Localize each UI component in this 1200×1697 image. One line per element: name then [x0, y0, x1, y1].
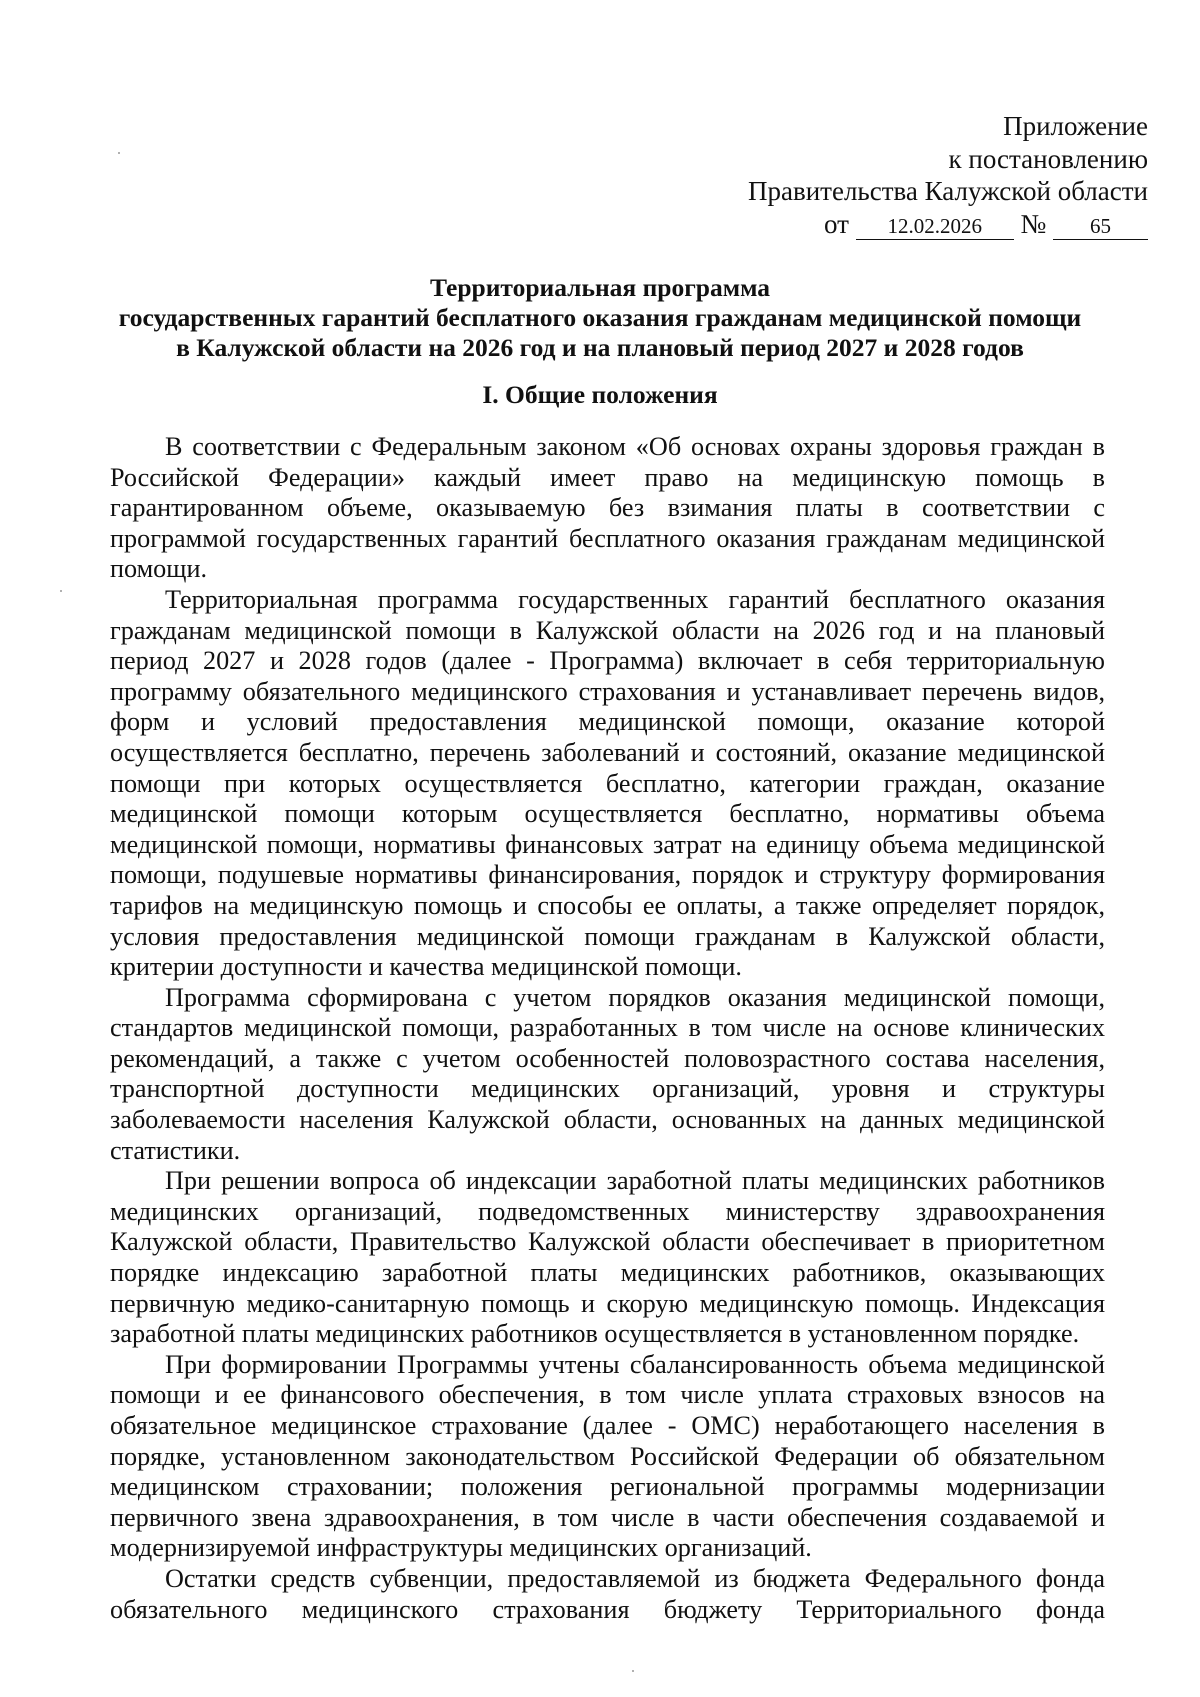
approval-line-2: к постановлению: [948, 143, 1148, 174]
approval-block: [588, 110, 1148, 240]
scan-speck: [118, 152, 120, 154]
paragraph-5: При формировании Программы учтены сбалансированность объема медицинской помощи и ее финансового обеспечения, в том числе уплата страховых взносов на обязательное медицинское страхование (далее - ОМС) неработающего населения в порядке, установленном законодательством Российской Федерации об обязательном медицинском страховании; положения региональной программы модернизации первичного звена здравоохранения, в том числе в части обеспечения создаваемой и модернизируемой инфраструктуры медицинских организаций.: [110, 1349, 1105, 1563]
title-line-2: государственных гарантий бесплатного оказания гражданам медицинской помощи: [118, 303, 1082, 332]
approval-date: 12.02.2026: [856, 213, 1014, 240]
paragraph-1: В соответствии с Федеральным законом «Об основах охраны здоровья граждан в Российской Федерации» каждый имеет право на медицинскую помощь в гарантированном объеме, оказываемую без взимания платы в соответствии с программой государственных гарантий бесплатного оказания гражданам медицинской помощи.: [110, 432, 1105, 584]
approval-number: 65: [1053, 213, 1148, 240]
scan-speck: [632, 1670, 634, 1672]
paragraph-3: Программа сформирована с учетом порядков оказания медицинской помощи, стандартов медицинской помощи, разработанных в том числе на основе клинических рекомендаций, а также с учетом особенностей половозрастного состава населения, транспортной доступности медицинских организаций, уровня и структуры заболеваемости населения Калужской области, основанных на данных медицинской статистики.: [110, 982, 1105, 1165]
section-heading: I. Общие положения: [482, 380, 718, 409]
title-line-1: Территориальная программа: [429, 273, 771, 302]
paragraph-2: Территориальная программа государственных гарантий бесплатного оказания гражданам медицинской помощи в Калужской области на 2026 год и на плановый период 2027 и 2028 годов (далее - Программа) включает в себя территориальную программу обязательного медицинского страхования и устанавливает перечень видов, форм и условий предоставления медицинской помощи, оказание которой осуществляется бесплатно, перечень заболеваний и состояний, оказание медицинской помощи при которых осуществляется бесплатно, категории граждан, оказание медицинской помощи которым осуществляется бесплатно, нормативы объема медицинской помощи, нормативы финансовых затрат на единицу объема медицинской помощи, подушевые нормативы финансирования, порядок и структуру формирования тарифов на медицинскую помощь и способы ее оплаты, а также определяет порядок, условия предоставления медицинской помощи гражданам в Калужской области, критерии доступности и качества медицинской помощи.: [110, 584, 1105, 982]
approval-date-number-line: [588, 208, 1148, 241]
document-body: [110, 432, 1105, 1625]
approval-line-3: Правительства Калужской области: [747, 176, 1148, 206]
document-title: [90, 273, 1110, 363]
paragraph-6: Остатки средств субвенции, предоставляемой из бюджета Федерального фонда обязательного медицинского страхования бюджету Территориального фонда: [110, 1563, 1105, 1624]
paragraph-4: При решении вопроса об индексации заработной платы медицинских работников медицинских организаций, подведомственных министерству здравоохранения Калужской области, Правительство Калужской области обеспечивает в приоритетном порядке индексацию заработной платы медицинских работников, оказывающих первичную медико-санитарную помощь и скорую медицинскую помощь. Индексация заработной платы медицинских работников осуществляется в установленном порядке.: [110, 1166, 1105, 1349]
title-line-3: в Калужской области на 2026 год и на плановый период 2027 и 2028 годов: [176, 333, 1024, 362]
approval-line-1: Приложение: [1003, 111, 1148, 141]
scan-speck: [60, 590, 62, 592]
from-label: от: [824, 208, 849, 239]
number-sign: №: [1020, 208, 1047, 239]
